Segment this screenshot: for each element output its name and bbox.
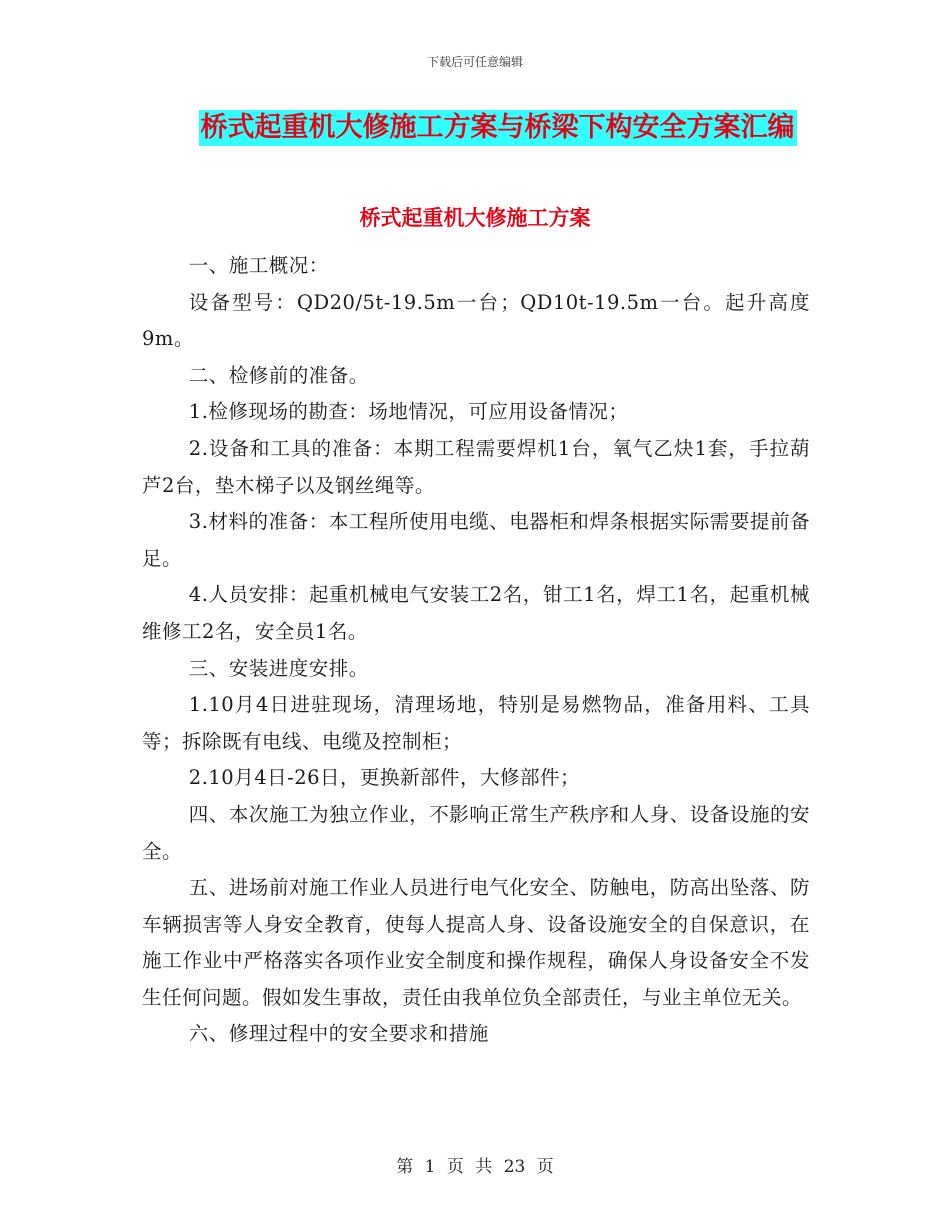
paragraph: 设备型号：QD20/5t-19.5m一台；QD10t-19.5m一台。起升高度9m。 xyxy=(142,290,810,351)
section-title: 桥式起重机大修施工方案 xyxy=(359,206,591,230)
paragraph: 二、检修前的准备。 xyxy=(188,363,369,387)
paragraph: 1.检修现场的勘查：场地情况，可应用设备情况； xyxy=(188,400,629,424)
paragraph: 一、施工概况： xyxy=(188,254,329,277)
paragraph: 4.人员安排：起重机械电气安装工2名，钳工1名，焊工1名，起重机械维修工2名，安全员1名。 xyxy=(142,583,810,643)
paragraph: 三、安装进度安排。 xyxy=(188,656,369,680)
page-header-note: 下载后可任意编辑 xyxy=(426,55,523,69)
paragraph: 2.设备和工具的准备：本期工程需要焊机1台，氧气乙炔1套，手拉葫芦2台，垫木梯子以及钢丝绳等。 xyxy=(142,436,810,497)
document-body xyxy=(142,248,810,1053)
document-title-container xyxy=(0,110,950,146)
paragraph: 3.材料的准备：本工程所使用电缆、电器柜和焊条根据实际需要提前备足。 xyxy=(142,510,810,570)
paragraph: 2.10月4日-26日，更换新部件，大修部件； xyxy=(188,766,581,790)
paragraph: 四、本次施工为独立作业，不影响正常生产秩序和人身、设备设施的安全。 xyxy=(142,802,810,863)
page-number-footer: 第 1 页 共 23 页 xyxy=(396,1157,554,1177)
paragraph: 六、修理过程中的安全要求和措施 xyxy=(188,1022,489,1046)
paragraph: 五、进场前对施工作业人员进行电气化安全、防触电，防高出坠落、防车辆损害等人身安全教育，使每人提高人身、设备设施安全的自保意识，在施工作业中严格落实各项作业安全制度和操作规程，确保人身设备安全不发生任何问题。假如发生事故，责任由我单位负全部责任，与业主单位无关。 xyxy=(142,876,810,1009)
paragraph: 1.10月4日进驻现场，清理场地，特别是易燃物品，准备用料、工具等；拆除既有电线、电缆及控制柜； xyxy=(142,693,810,753)
document-title: 桥式起重机大修施工方案与桥梁下构安全方案汇编 xyxy=(199,110,797,146)
